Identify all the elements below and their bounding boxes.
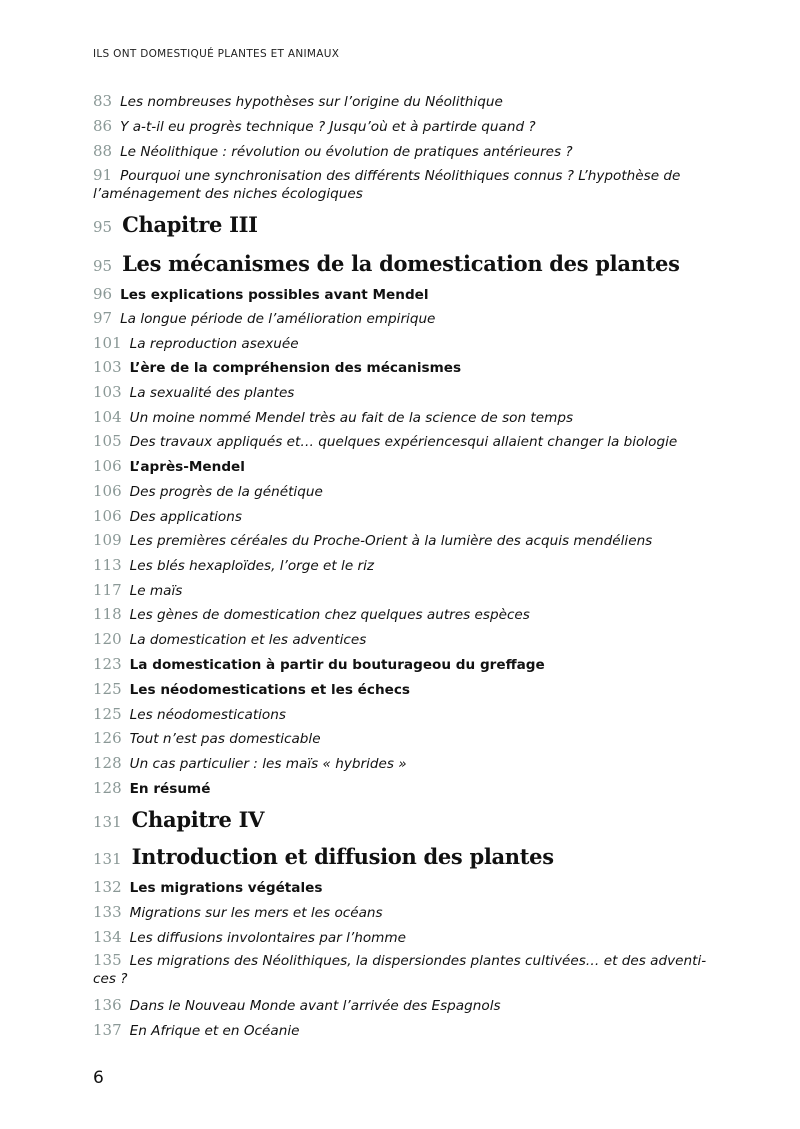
toc-page-number: 133 <box>93 903 122 921</box>
toc-entry-title: Les néodomestications et les échecs <box>129 682 410 698</box>
toc-page-number: 118 <box>93 605 122 623</box>
toc-entry-title: Un cas particulier : les maïs « hybrides » <box>129 756 407 772</box>
toc-entry <box>93 655 708 674</box>
toc-entry <box>93 996 708 1015</box>
toc-page-number: 103 <box>93 383 122 401</box>
toc-entry-title: Les premières céréales du Proche-Orient à la lumière des acquis mendéliens <box>129 533 653 549</box>
toc-entry <box>93 531 708 550</box>
toc-page-number: 106 <box>93 457 122 475</box>
toc-entry-title: Dans le Nouveau Monde avant l’arrivée des Espagnols <box>129 998 501 1014</box>
toc-entry-title: La domestication et les adventices <box>129 632 367 648</box>
toc-page-number: 101 <box>93 334 122 352</box>
toc-entry-title: Migrations sur les mers et les océans <box>129 905 383 921</box>
toc-entry <box>93 556 708 575</box>
toc-page-number: 131 <box>93 813 122 831</box>
toc-entry <box>93 358 708 377</box>
toc-page-number: 134 <box>93 928 122 946</box>
toc-entry-title: Le Néolithique : révolution ou évolution de pratiques antérieures ? <box>120 144 573 160</box>
toc-entry <box>93 309 708 328</box>
toc-page-number: 128 <box>93 754 122 772</box>
toc-entry-title: L’après-Mendel <box>129 459 245 475</box>
toc-entry <box>93 457 708 476</box>
toc-page-number: 105 <box>93 432 122 450</box>
toc-page-number: 131 <box>93 850 122 868</box>
toc-entry <box>93 408 708 427</box>
toc-entry-title: Des progrès de la génétique <box>129 484 323 500</box>
toc-page-number: 96 <box>93 285 113 303</box>
toc-entry <box>93 878 708 897</box>
toc-entry <box>93 334 708 353</box>
toc-page-number: 106 <box>93 482 122 500</box>
toc-entry <box>93 117 708 136</box>
toc-page-number: 120 <box>93 630 122 648</box>
toc-chapter-heading <box>93 211 708 242</box>
toc-page-number: 125 <box>93 705 122 723</box>
toc-entry <box>93 680 708 699</box>
toc-page-number: 125 <box>93 680 122 698</box>
toc-page-number: 97 <box>93 309 113 327</box>
toc-entry <box>93 779 708 798</box>
running-header: ILS ONT DOMESTIQUÉ PLANTES ET ANIMAUX <box>93 48 340 60</box>
toc-page-number: 126 <box>93 729 122 747</box>
toc-page-number: 135 <box>93 951 122 969</box>
toc-page-number: 104 <box>93 408 122 426</box>
toc-page-number: 113 <box>93 556 122 574</box>
toc-entry <box>93 166 708 203</box>
toc-entry <box>93 285 708 304</box>
toc-entry-title: La sexualité des plantes <box>129 385 295 401</box>
toc-page-number: 86 <box>93 117 113 135</box>
toc-entry-title: En Afrique et en Océanie <box>129 1023 300 1039</box>
toc-entry-title: Des applications <box>129 509 242 525</box>
toc-entry <box>93 630 708 649</box>
toc-entry-title: Un moine nommé Mendel très au fait de la science de son temps <box>129 410 574 426</box>
toc-page-number: 83 <box>93 92 113 110</box>
toc-chapter-heading <box>93 843 708 874</box>
toc-entry <box>93 432 708 451</box>
toc-page-number: 117 <box>93 581 122 599</box>
toc-entry-title: Tout n’est pas domesticable <box>129 731 321 747</box>
toc-page-number: 88 <box>93 142 113 160</box>
toc-entry <box>93 92 708 111</box>
toc-entry-title: Les diffusions involontaires par l’homme <box>129 930 407 946</box>
toc-entry-title: Les migrations végétales <box>129 880 323 896</box>
toc-entry <box>93 1021 708 1040</box>
toc-page-number: 123 <box>93 655 122 673</box>
toc-entry <box>93 951 708 988</box>
toc-chapter-heading <box>93 250 708 281</box>
toc-entry-title: Pourquoi une synchronisation des différents Néolithiques connus ? L’hypothèse de l’aménagement des niches écologiques <box>93 168 681 202</box>
toc-entry <box>93 928 708 947</box>
toc-entry-title: Y a-t-il eu progrès technique ? Jusqu’où et à partirde quand ? <box>120 119 536 135</box>
toc-entry-title: Le maïs <box>129 583 183 599</box>
toc-entry-title: L’ère de la compréhension des mécanismes <box>129 360 462 376</box>
toc-entry-title: Introduction et diffusion des plantes <box>131 844 554 869</box>
toc-page-number: 109 <box>93 531 122 549</box>
toc-entry-title: Les migrations des Néolithiques, la dispersiondes plantes cultivées… et des adventi-ces ? <box>93 953 707 987</box>
toc-entry-title: Les mécanismes de la domestication des plantes <box>122 251 680 276</box>
toc-page-number: 136 <box>93 996 122 1014</box>
toc-page-number: 95 <box>93 218 113 236</box>
toc-entry-title: Les néodomestications <box>129 707 286 723</box>
toc-entry <box>93 705 708 724</box>
toc-entry <box>93 605 708 624</box>
toc-page-number: 128 <box>93 779 122 797</box>
toc-page-number: 91 <box>93 166 113 184</box>
toc-entry <box>93 482 708 501</box>
page-number: 6 <box>93 1068 104 1088</box>
toc-entry-title: En résumé <box>129 781 211 797</box>
toc-page-number: 106 <box>93 507 122 525</box>
toc-entry <box>93 142 708 161</box>
toc-entry <box>93 581 708 600</box>
toc-page-number: 103 <box>93 358 122 376</box>
toc-entry-title: Les explications possibles avant Mendel <box>120 287 429 303</box>
toc-entry <box>93 903 708 922</box>
toc-entry-title: Des travaux appliqués et… quelques expériencesqui allaient changer la biologie <box>129 434 678 450</box>
toc-entry-title: La longue période de l’amélioration empirique <box>120 311 436 327</box>
toc-entry-title: La domestication à partir du bouturageou du greffage <box>129 657 545 673</box>
toc-entry <box>93 507 708 526</box>
toc-entry-title: Chapitre III <box>122 212 258 237</box>
toc-entry <box>93 754 708 773</box>
toc-entry <box>93 383 708 402</box>
toc-entry <box>93 729 708 748</box>
toc-page-number: 137 <box>93 1021 122 1039</box>
toc-entry-title: La reproduction asexuée <box>129 336 299 352</box>
toc-page-number: 132 <box>93 878 122 896</box>
toc-entry-title: Les nombreuses hypothèses sur l’origine du Néolithique <box>120 94 503 110</box>
toc-chapter-heading <box>93 806 708 837</box>
toc-entry-title: Les gènes de domestication chez quelques autres espèces <box>129 607 530 623</box>
toc-page-number: 95 <box>93 257 113 275</box>
toc-entry-title: Chapitre IV <box>131 807 265 832</box>
toc-entry-title: Les blés hexaploïdes, l’orge et le riz <box>129 558 375 574</box>
